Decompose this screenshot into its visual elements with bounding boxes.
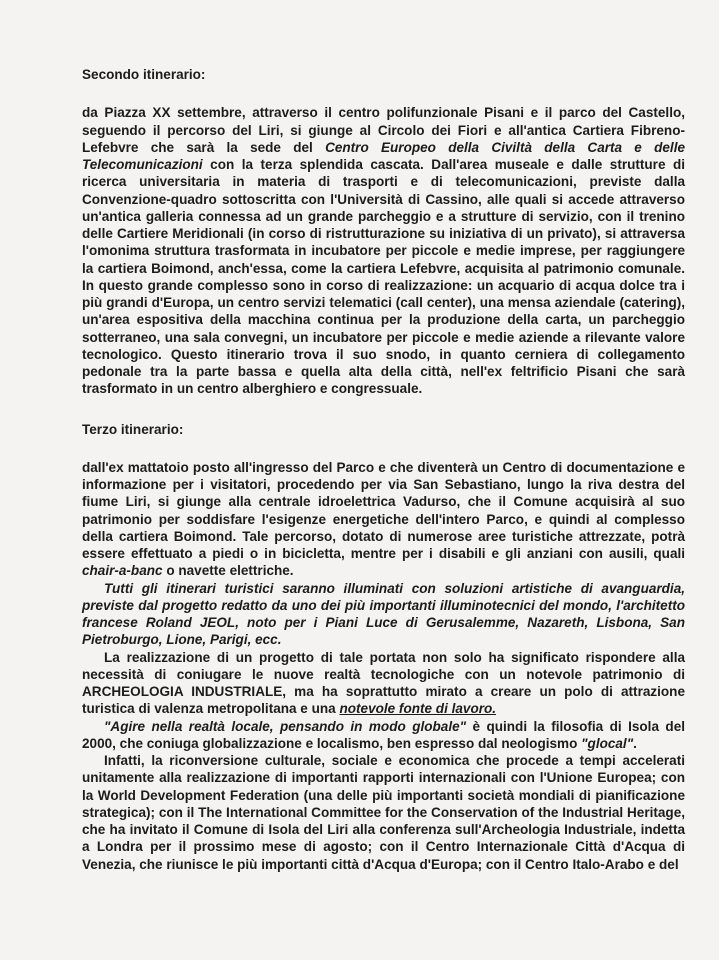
text-run: è quindi la filosofia di Isola del 2000, che coniuga globalizzazione e localismo, ben espresso dal neologismo (82, 718, 685, 751)
underlined-text: notevole fonte di lavoro. (339, 701, 497, 717)
text-run: con la terza splendida cascata. Dall'area museale e dalle strutture di ricerca universitaria in materia di trasporti e di telecomunicazioni, previste dalla Convenzione-quadro sottoscritta con l'Università di Cassino, alle quali si accede attraverso un'antica galleria connessa ad un grande parcheggio e a strutture di servizio, con il trenino delle Cartiere Meridionali (in corso di ristrutturazione su iniziativa di un privato), si attraversa l'omonima struttura trasformata in incubatore per piccole e medie imprese, per raggiungere la cartiera Boimond, anch'essa, come la cartiera Lefebvre, acquisita al patrimonio comunale. In questo grande complesso sono in corso di realizzazione: un acquario di acqua dolce tra i più grandi d'Europa, un centro servizi telematici (call center), una mensa aziendale (catering), un'area espositiva della macchina continua per la produzione della carta, un parcheggio sotterraneo, una sala convegni, un incubatore per piccole e medie aziende a rilevante valore tecnologico. Questo itinerario trova il suo snodo, in quanto cerniera di collegamento pedonale tra la parte bassa e quella alta della città, nell'ex feltrificio Pisani che sarà trasformato in un centro alberghiero e congressuale. (82, 157, 685, 397)
paragraph-third-itinerary (82, 459, 685, 580)
heading-third-itinerary: Terzo itinerario: (82, 421, 184, 437)
text-run: o navette elettriche. (162, 563, 294, 579)
text-run: La realizzazione di un progetto di tale portata non solo ha significato rispondere alla necessità di coniugare le nuove realtà tecnologiche con un notevole patrimonio di ARCHEOLOGIA INDUSTRIALE, ma ha soprattutto mirato a creare un polo di attrazione turistica di valenza metropolitana e una (82, 649, 685, 717)
text-run: . (633, 735, 637, 751)
paragraph-illumination (82, 580, 685, 649)
emphasis-illumination: Tutti gli itinerari turistici saranno illuminati con soluzioni artistiche di avanguardia, previste dal progetto redatto da uno dei più importanti illuminotecnici del mondo, l'architetto francese Roland JEOL, noto per i Piani Luce di Gerusalemme, Nazareth, Lisbona, San Pietroburgo, Lione, Parigi, ecc. (82, 580, 685, 648)
paragraph-second-itinerary (82, 104, 685, 397)
paragraph-realization (82, 649, 685, 718)
paragraph-reconversion: Infatti, la riconversione culturale, sociale e economica che procede a tempi accelerati unitamente alla realizzazione di importanti rapporti internazionali con l'Unione Europea; con la World Development Federation (una delle più importanti società mondiali di pianificazione strategica); con il The International Committee for the Conservation of the Industrial Heritage, che ha invitato il Comune di Isola del Liri alla conferenza sull'Archeologia Industriale, indetta a Londra per il prossimo mese di agosto; con il Centro Internazionale Città d'Acqua di Venezia, che riunisce le più importanti città d'Acqua d'Europa; con il Centro Italo-Arabo e del (82, 753, 685, 872)
emphasis-fonte-di-lavoro (339, 701, 496, 716)
emphasis-centro-europeo: Centro Europeo della Civiltà della Carta e delle Telecomunicazioni (82, 139, 685, 172)
paragraph-philosophy (82, 718, 685, 753)
emphasis-glocal: "glocal" (581, 735, 634, 751)
emphasis-motto: "Agire nella realtà locale, pensando in modo globale" (104, 718, 467, 734)
emphasis-chair-a-banc: chair-a-banc (82, 563, 163, 579)
text-run: da Piazza XX settembre, attraverso il centro polifunzionale Pisani e il parco del Castello, seguendo il percorso del Liri, si giunge al Circolo dei Fiori e all'antica Cartiera Fibreno-Lefebvre che sarà la sede del (82, 105, 685, 155)
text-run: dall'ex mattatoio posto all'ingresso del Parco e che diventerà un Centro di documentazione e informazione per i visitatori, procedendo per via San Sebastiano, lungo la riva destra del fiume Liri, si giunge alla centrale idroelettrica Vadurso, che il Comune acquisirà al suo patrimonio per soddisfare l'esigenze energetiche dell'intero Parco, e quindi al complesso della cartiera Boimond. Tale percorso, dotato di numerose aree turistiche attrezzate, potrà essere effettuato a piedi o in bicicletta, mentre per i disabili e gli anziani con ausili, quali (82, 459, 685, 561)
heading-second-itinerary: Secondo itinerario: (82, 67, 206, 82)
